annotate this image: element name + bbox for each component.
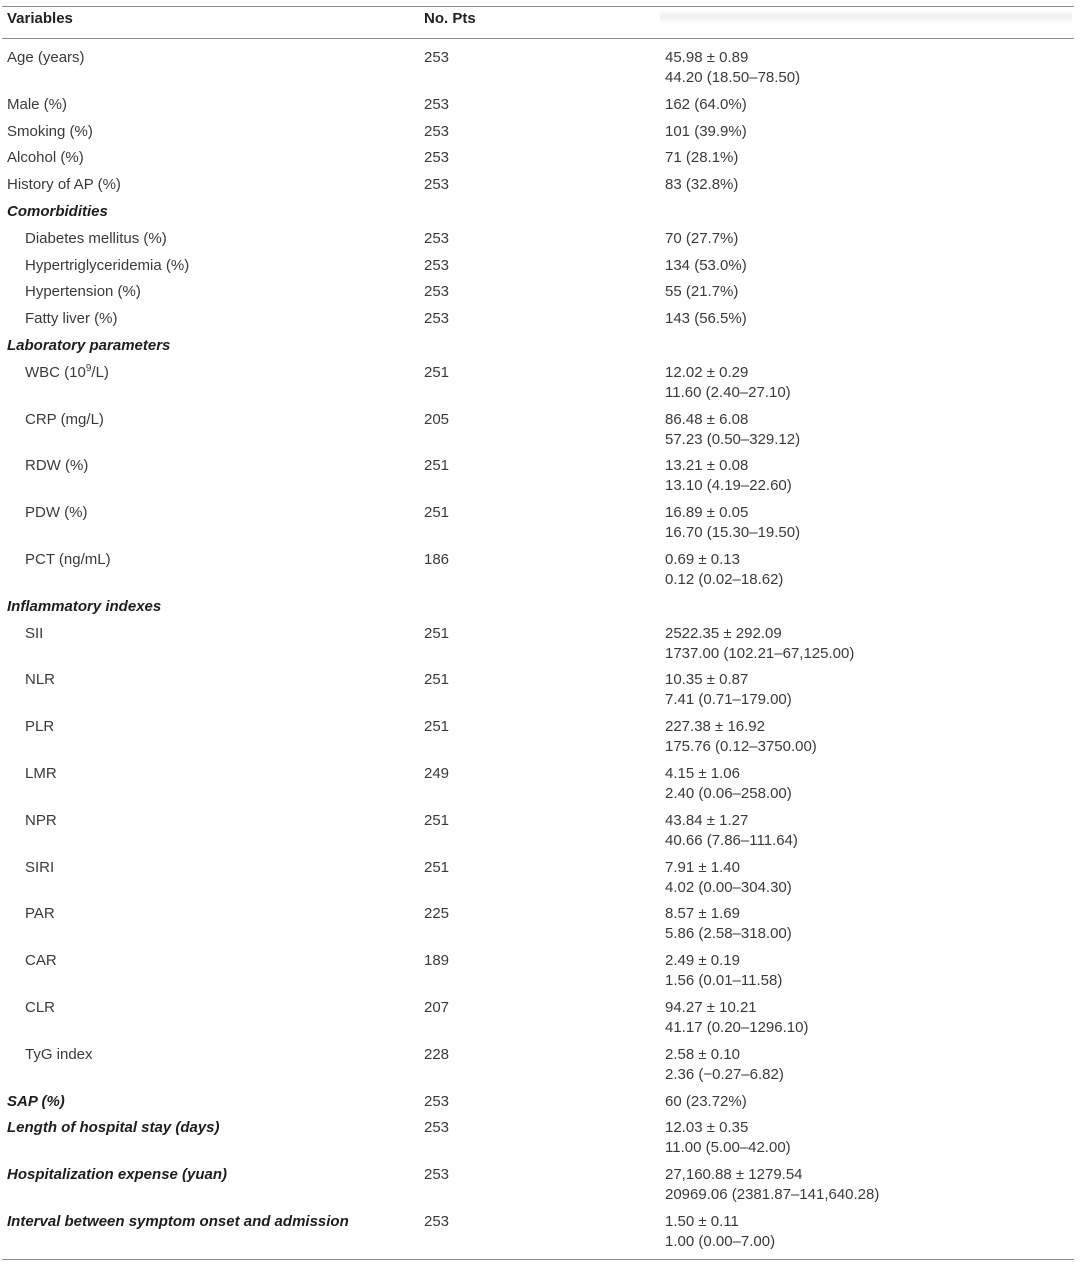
row-count: 253 (424, 1092, 450, 1110)
table-row (0, 624, 1080, 671)
row-count: 253 (424, 149, 450, 167)
row-value-median-range: 1737.00 (102.21–67,125.00) (665, 644, 855, 662)
table-row (0, 597, 1080, 624)
row-value-primary: 4.15 ± 1.06 (665, 764, 740, 782)
row-count: 253 (424, 310, 450, 328)
row-label: Alcohol (%) (7, 149, 84, 167)
row-value-median-range: 0.12 (0.02–18.62) (665, 570, 784, 588)
row-value-primary: 2.58 ± 0.10 (665, 1045, 740, 1063)
row-value-primary: 7.91 ± 1.40 (665, 858, 740, 876)
row-count: 253 (424, 49, 450, 66)
table-row (0, 670, 1080, 717)
table-row (0, 1212, 1080, 1259)
row-value-median-range: 2.40 (0.06–258.00) (665, 784, 792, 802)
row-value (665, 148, 738, 168)
row-count: 253 (424, 1119, 450, 1137)
table-row (0, 904, 1080, 951)
row-count: 253 (424, 1166, 450, 1184)
row-label: CLR (25, 998, 56, 1016)
table-row (0, 256, 1080, 283)
table-row (0, 1118, 1080, 1165)
row-count: 253 (424, 283, 450, 301)
row-value-median-range: 1.56 (0.01–11.58) (665, 972, 783, 990)
table-row (0, 1165, 1080, 1212)
row-value-primary: 143 (56.5%) (665, 310, 747, 328)
section-label: Laboratory parameters (7, 336, 171, 354)
row-label: History of AP (%) (7, 176, 121, 194)
table-row (0, 1045, 1080, 1092)
row-value-median-range: 40.66 (7.86–111.64) (665, 831, 798, 849)
table-row (0, 456, 1080, 503)
row-value-primary: 83 (32.8%) (665, 176, 739, 194)
table-row (0, 309, 1080, 336)
row-value-primary: 8.57 ± 1.69 (665, 905, 740, 923)
row-value-primary: 101 (39.9%) (665, 122, 747, 140)
row-count: 205 (424, 410, 450, 428)
row-value-median-range: 20969.06 (2381.87–141,640.28) (665, 1186, 880, 1204)
row-label: SIRI (25, 858, 55, 876)
row-value-primary: 86.48 ± 6.08 (665, 410, 749, 428)
row-label: CAR (25, 952, 57, 970)
row-value (665, 858, 792, 898)
row-value-median-range: 175.76 (0.12–3750.00) (665, 738, 817, 756)
row-label: LMR (25, 764, 57, 782)
row-value-primary: 0.69 ± 0.13 (665, 550, 740, 568)
table-row (0, 363, 1080, 410)
row-label: Hypertension (%) (25, 283, 141, 301)
row-value-median-range: 1.00 (0.00–7.00) (665, 1232, 776, 1250)
row-label: PDW (%) (25, 504, 88, 522)
row-label: Male (%) (7, 95, 68, 113)
row-label: PCT (ng/mL) (25, 550, 111, 568)
row-value-primary: 12.02 ± 0.29 (665, 363, 749, 381)
header-variables: Variables (7, 10, 73, 27)
row-value (665, 764, 792, 804)
row-value (665, 410, 800, 450)
row-value-median-range: 11.00 (5.00–42.00) (665, 1139, 791, 1157)
table-row (0, 410, 1080, 457)
row-value-primary: 12.03 ± 0.35 (665, 1119, 749, 1137)
row-count: 253 (424, 256, 450, 274)
table-row (0, 229, 1080, 256)
row-label: CRP (mg/L) (25, 410, 104, 428)
row-label: Age (years) (7, 49, 85, 66)
table-row (0, 503, 1080, 550)
table-row (0, 998, 1080, 1045)
row-value-median-range: 16.70 (15.30–19.50) (665, 524, 801, 542)
row-value-median-range: 11.60 (2.40–27.10) (665, 383, 791, 401)
row-value-primary: 2522.35 ± 292.09 (665, 624, 782, 642)
table-row (0, 122, 1080, 149)
row-value-median-range: 13.10 (4.19–22.60) (665, 477, 792, 495)
row-count: 251 (424, 811, 450, 829)
row-label: NLR (25, 671, 56, 689)
row-count: 251 (424, 457, 450, 475)
row-value (665, 1092, 747, 1112)
row-value (665, 624, 854, 664)
row-value-median-range: 4.02 (0.00–304.30) (665, 878, 792, 896)
row-value-median-range: 7.41 (0.71–179.00) (665, 691, 792, 709)
row-count: 207 (424, 998, 450, 1016)
table-header-rule (2, 38, 1074, 39)
row-value-primary: 55 (21.7%) (665, 283, 739, 301)
row-value (665, 95, 747, 115)
table-body (0, 48, 1080, 1259)
row-value-primary: 94.27 ± 10.21 (665, 998, 757, 1016)
row-value-median-range: 5.86 (2.58–318.00) (665, 925, 792, 943)
row-count: 251 (424, 363, 450, 381)
row-label: Smoking (%) (7, 122, 93, 140)
section-label: Inflammatory indexes (7, 597, 162, 615)
row-value (665, 717, 817, 757)
row-value (665, 363, 791, 403)
row-value-median-range: 57.23 (0.50–329.12) (665, 430, 801, 448)
row-value (665, 309, 747, 329)
header-shading (660, 10, 1072, 24)
row-value-primary: 70 (27.7%) (665, 229, 739, 247)
table-row (0, 951, 1080, 998)
section-label: Interval between symptom onset and admission (7, 1212, 349, 1230)
row-label: PLR (25, 718, 55, 736)
section-label: Length of hospital stay (days) (7, 1119, 220, 1137)
row-value (665, 175, 738, 195)
row-value-primary: 13.21 ± 0.08 (665, 457, 749, 475)
row-value-primary: 43.84 ± 1.27 (665, 811, 749, 829)
row-count: 251 (424, 718, 450, 736)
header-no-pts: No. Pts (424, 10, 476, 27)
row-value (665, 503, 800, 543)
row-count: 253 (424, 229, 450, 247)
row-label: Diabetes mellitus (%) (25, 229, 167, 247)
row-count: 253 (424, 95, 450, 113)
row-label: RDW (%) (25, 457, 89, 475)
row-label: NPR (25, 811, 57, 829)
table-row (0, 717, 1080, 764)
row-value-primary: 1.50 ± 0.11 (665, 1212, 739, 1230)
row-label-text: WBC (10 (25, 363, 86, 381)
row-value-primary: 27,160.88 ± 1279.54 (665, 1166, 803, 1184)
section-label: Hospitalization expense (yuan) (7, 1166, 228, 1184)
table-row (0, 48, 1080, 95)
row-label: SII (25, 624, 44, 642)
row-value (665, 1165, 879, 1205)
row-count: 189 (424, 952, 450, 970)
table-row (0, 858, 1080, 905)
row-label: TyG index (25, 1045, 93, 1063)
row-value (665, 811, 798, 851)
row-value (665, 256, 747, 276)
row-count: 228 (424, 1045, 450, 1063)
table-row (0, 282, 1080, 309)
row-count: 251 (424, 671, 450, 689)
row-value-median-range: 41.17 (0.20–1296.10) (665, 1018, 809, 1036)
row-value (665, 550, 783, 590)
row-value (665, 1045, 784, 1085)
row-value (665, 1212, 775, 1252)
row-value-primary: 10.35 ± 0.87 (665, 671, 749, 689)
section-label: Comorbidities (7, 202, 108, 220)
row-value-primary: 45.98 ± 0.89 (665, 49, 749, 66)
row-value (665, 229, 738, 249)
row-value (665, 122, 747, 142)
table-row (0, 202, 1080, 229)
row-count: 251 (424, 504, 450, 522)
row-label: Fatty liver (%) (25, 310, 118, 328)
row-value (665, 998, 808, 1038)
section-label: SAP (%) (7, 1092, 65, 1110)
row-value (665, 951, 782, 991)
row-label-superscript: 9 (85, 362, 92, 374)
table-top-rule (2, 6, 1074, 7)
row-label (25, 363, 109, 383)
row-label: PAR (25, 905, 55, 923)
row-value-primary: 2.49 ± 0.19 (665, 952, 740, 970)
table-bottom-rule (2, 1259, 1074, 1260)
row-value-primary: 16.89 ± 0.05 (665, 504, 749, 522)
table-row (0, 175, 1080, 202)
row-label-text-end: /L) (91, 363, 109, 381)
table-row (0, 811, 1080, 858)
table-row (0, 95, 1080, 122)
row-value (665, 1118, 791, 1158)
row-count: 186 (424, 550, 450, 568)
table-row (0, 148, 1080, 175)
table-row (0, 336, 1080, 363)
row-value-primary: 227.38 ± 16.92 (665, 718, 765, 736)
row-value (665, 670, 792, 710)
table-row (0, 764, 1080, 811)
row-value-primary: 162 (64.0%) (665, 95, 747, 113)
row-value-primary: 71 (28.1%) (665, 149, 739, 167)
row-value-primary: 134 (53.0%) (665, 256, 747, 274)
row-count: 251 (424, 624, 450, 642)
row-label: Hypertriglyceridemia (%) (25, 256, 190, 274)
row-count: 249 (424, 764, 450, 782)
row-count: 251 (424, 858, 450, 876)
row-count: 253 (424, 176, 450, 194)
row-value-primary: 60 (23.72%) (665, 1092, 747, 1110)
row-value (665, 456, 792, 496)
table-row (0, 550, 1080, 597)
row-value (665, 282, 738, 302)
row-count: 253 (424, 122, 450, 140)
table-row (0, 1092, 1080, 1119)
row-count: 225 (424, 905, 450, 923)
row-value (665, 48, 800, 88)
row-count: 253 (424, 1212, 450, 1230)
row-value (665, 904, 792, 944)
row-value-median-range: 44.20 (18.50–78.50) (665, 69, 801, 86)
row-value-median-range: 2.36 (−0.27–6.82) (665, 1065, 784, 1083)
